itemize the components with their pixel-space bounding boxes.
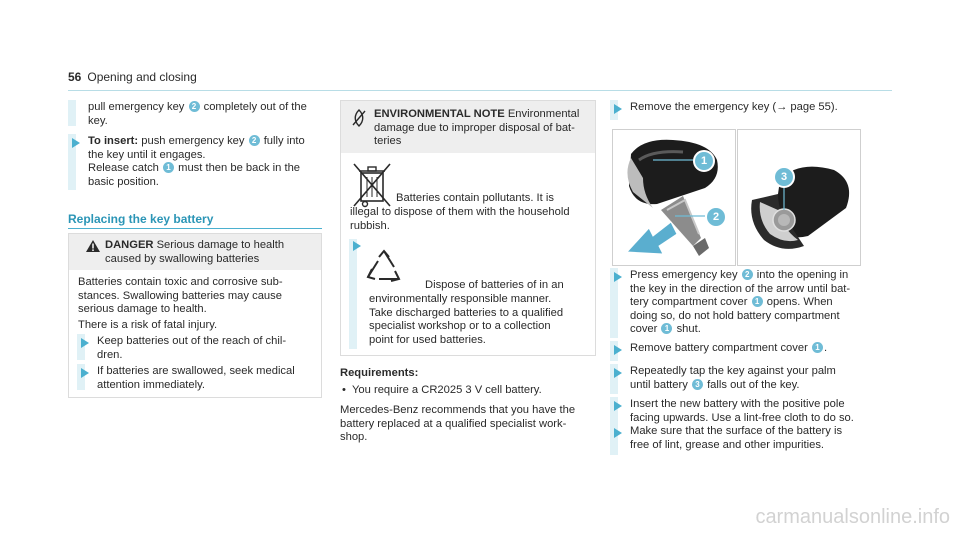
text: attention immediately. — [97, 378, 205, 391]
text: Dispose of batteries of in an — [425, 279, 564, 291]
figure-key-open — [612, 129, 736, 266]
callout-2: 2 — [705, 206, 727, 228]
text: Remove the emergency key ( — [630, 101, 777, 113]
env-paragraph — [350, 206, 595, 233]
danger-body — [78, 276, 318, 332]
text: dren. — [97, 348, 123, 361]
text: facing upwards. Use a lint-free cloth to do so. — [630, 411, 854, 424]
step-arrow-icon — [614, 428, 622, 438]
remove-key-step — [630, 101, 900, 115]
page-title: Opening and closing — [87, 70, 197, 84]
section-divider — [68, 228, 322, 229]
text: fully into — [263, 135, 305, 147]
environmental-heading — [374, 108, 589, 149]
text: doing so, do not hold battery compartment — [630, 309, 840, 322]
callout-3: 3 — [773, 166, 795, 188]
requirements-label: Requirements: — [340, 367, 419, 379]
insert-battery-step — [630, 398, 900, 425]
danger-text — [105, 239, 315, 266]
danger-box — [68, 233, 322, 398]
figure-key-battery — [737, 129, 861, 266]
step-arrow-icon — [81, 368, 89, 378]
tap-key-step — [630, 365, 900, 392]
crossed-bin-icon — [351, 161, 393, 209]
text: basic position. — [88, 175, 159, 188]
step-arrow-icon — [353, 241, 361, 251]
env-paragraph-line1 — [396, 192, 591, 206]
env-step-line1 — [425, 279, 595, 293]
text: Mercedes-Benz recommends that you have the — [340, 404, 576, 416]
callout-badge: 2 — [742, 269, 753, 280]
text: stances. Swallowing batteries may cause — [78, 289, 282, 302]
text: into the opening in — [756, 269, 849, 281]
text: completely out of the — [203, 101, 307, 113]
text: caused by swallowing batteries — [105, 252, 260, 265]
recycle-icon — [365, 249, 403, 287]
text: There is a risk of fatal injury. — [78, 318, 218, 331]
callout-badge: 2 — [189, 101, 200, 112]
text: push emergency key — [141, 135, 245, 147]
callout-badge: 1 — [163, 162, 174, 173]
warning-icon — [86, 240, 100, 252]
text: key. — [88, 114, 108, 127]
text: Batteries contain toxic and corrosive sub- — [78, 276, 283, 288]
page-header — [68, 71, 197, 86]
text: shop. — [340, 431, 368, 444]
text: specialist workshop or to a collection — [369, 320, 551, 333]
text: must then be back in the — [178, 162, 301, 175]
callout-badge: 2 — [249, 135, 260, 146]
text: opens. When — [766, 296, 833, 309]
text: illegal to dispose of them with the household — [350, 206, 570, 218]
callout-badge: 1 — [812, 342, 823, 353]
bullet-icon: • — [342, 383, 346, 396]
text: serious damage to health. — [78, 303, 207, 316]
danger-step-2 — [97, 365, 317, 392]
text: If batteries are swallowed, seek medical — [97, 365, 295, 377]
text: shut. — [676, 323, 701, 336]
text: Release catch — [88, 162, 159, 175]
text: until battery — [630, 378, 688, 391]
press-key-step — [630, 269, 900, 337]
env-step — [369, 293, 595, 347]
watermark: carmanualsonline.info — [755, 506, 950, 529]
text: the key in the direction of the arrow until bat- — [630, 282, 851, 295]
insert-label: To insert: — [88, 135, 139, 147]
continued-step — [88, 101, 328, 128]
text: Take discharged batteries to a qualified — [369, 306, 564, 319]
section-title: Replacing the key battery — [68, 212, 214, 226]
key-illustration-right — [738, 130, 860, 265]
check-surface-step — [630, 425, 900, 452]
requirements — [340, 367, 596, 397]
callout-badge: 3 — [692, 379, 703, 390]
environmental-label: ENVIRONMENTAL NOTE — [374, 108, 505, 120]
text: cover — [630, 323, 658, 336]
callout-badge: 1 — [752, 296, 763, 307]
step-arrow-icon — [72, 138, 80, 148]
step-stripe — [68, 100, 76, 126]
insert-step — [88, 135, 328, 189]
text: falls out of the key. — [707, 378, 800, 391]
key-illustration-left — [613, 130, 735, 265]
text: Keep batteries out of the reach of chil- — [97, 335, 287, 347]
text: battery replaced at a qualified specialist work- — [340, 417, 567, 430]
text: Environmental — [507, 108, 580, 120]
callout-badge: 1 — [661, 323, 672, 334]
callout-1: 1 — [693, 150, 715, 172]
text: Remove battery compartment cover — [630, 342, 808, 354]
text: Press emergency key — [630, 269, 738, 281]
step-arrow-icon — [614, 368, 622, 378]
header-divider — [68, 90, 892, 91]
text: damage due to improper disposal of bat- — [374, 121, 575, 134]
step-arrow-icon — [614, 272, 622, 282]
danger-step-1 — [97, 335, 317, 362]
text: Make sure that the surface of the battery is — [630, 425, 843, 437]
step-stripe — [349, 239, 357, 349]
text: teries — [374, 135, 402, 148]
text: environmentally responsible manner. — [369, 293, 552, 305]
step-arrow-icon — [614, 401, 622, 411]
text: rubbish. — [350, 219, 390, 232]
text: tery compartment cover — [630, 296, 748, 309]
step-arrow-icon — [614, 104, 622, 114]
text: the key until it engages. — [88, 148, 206, 161]
text: Insert the new battery with the positive pole — [630, 398, 845, 410]
text: Serious damage to health — [156, 239, 285, 251]
page-number: 56 — [68, 70, 82, 84]
environmental-note-box — [340, 100, 596, 356]
remove-cover-step — [630, 342, 900, 356]
step-arrow-icon — [614, 345, 622, 355]
text: You require a CR2025 3 V cell battery. — [352, 383, 542, 396]
step-arrow-icon — [81, 338, 89, 348]
text: point for used batteries. — [369, 333, 486, 346]
page-reference: → page 55). — [776, 101, 838, 113]
text: . — [823, 342, 828, 354]
text: Repeatedly tap the key against your palm — [630, 365, 836, 377]
text: free of lint, grease and other impurities. — [630, 438, 825, 451]
recommendation — [340, 404, 596, 445]
text: Batteries contain pollutants. It is — [396, 192, 554, 204]
environment-icon — [352, 109, 366, 127]
text: pull emergency key — [88, 101, 185, 113]
danger-label: DANGER — [105, 239, 154, 251]
